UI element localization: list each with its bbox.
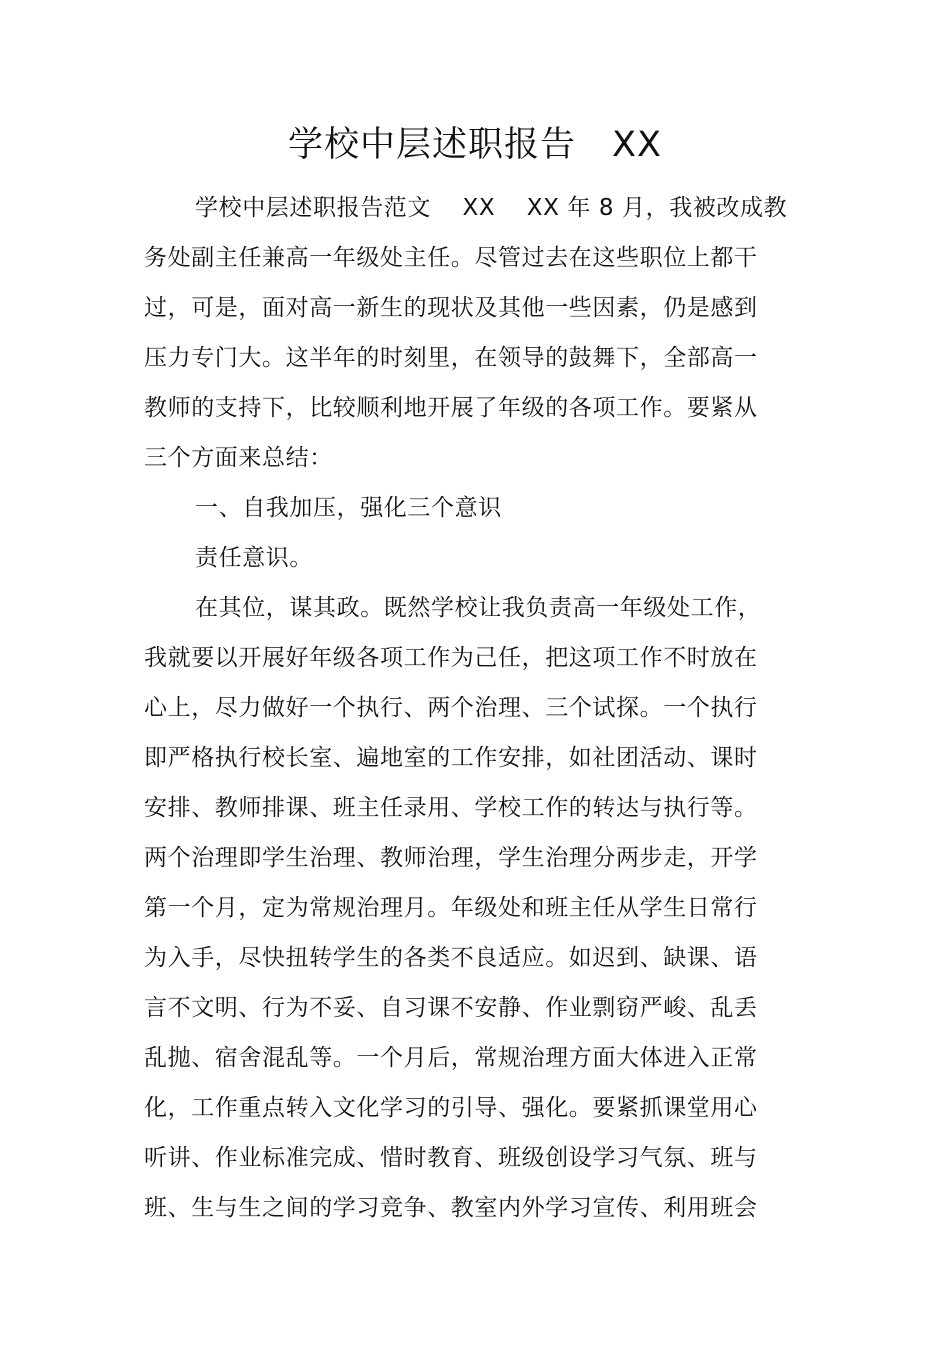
text-line: 听讲、作业标准完成、惜时教育、班级创设学习气氛、班与 <box>144 1145 758 1171</box>
text-line: 即严格执行校长室、遍地室的工作安排，如社团活动、课时 <box>144 745 758 771</box>
text-line: 乱抛、宿舍混乱等。一个月后，常规治理方面大体进入正常 <box>144 1045 758 1071</box>
text-line: 在其位，谋其政。既然学校让我负责高一年级处工作， <box>195 595 762 621</box>
text-line: 两个治理即学生治理、教师治理，学生治理分两步走，开学 <box>144 845 758 871</box>
text-line: 压力专门大。这半年的时刻里，在领导的鼓舞下，全部高一 <box>144 345 758 371</box>
text-line: 我就要以开展好年级各项工作为己任，把这项工作不时放在 <box>144 645 758 671</box>
text-line: 言不文明、行为不妥、自习课不安静、作业剽窃严峻、乱丢 <box>144 995 758 1021</box>
text-line: 第一个月，定为常规治理月。年级处和班主任从学生日常行 <box>144 895 758 921</box>
text-line: 为入手，尽快扭转学生的各类不良适应。如迟到、缺课、语 <box>144 945 758 971</box>
text-line: 班、生与生之间的学习竞争、教室内外学习宣传、利用班会 <box>144 1195 758 1221</box>
section-heading: 一、自我加压，强化三个意识 <box>195 495 502 521</box>
text-line: 化，工作重点转入文化学习的引导、强化。要紧抓课堂用心 <box>144 1095 758 1121</box>
document-title: 学校中层述职报告 XX <box>288 125 662 165</box>
text-line: 过，可是，面对高一新生的现状及其他一些因素，仍是感到 <box>144 295 758 321</box>
text-line: 务处副主任兼高一年级处主任。尽管过去在这些职位上都干 <box>144 245 758 271</box>
text-line: 安排、教师排课、班主任录用、学校工作的转达与执行等。 <box>144 795 758 821</box>
text-line: 心上，尽力做好一个执行、两个治理、三个试探。一个执行 <box>144 695 758 721</box>
text-line: 教师的支持下，比较顺利地开展了年级的各项工作。要紧从 <box>144 395 758 421</box>
text-line: 学校中层述职报告范文 XX XX 年 8 月，我被改成教 <box>195 195 788 221</box>
text-line: 三个方面来总结： <box>144 445 333 471</box>
subsection-heading: 责任意识。 <box>195 545 313 571</box>
